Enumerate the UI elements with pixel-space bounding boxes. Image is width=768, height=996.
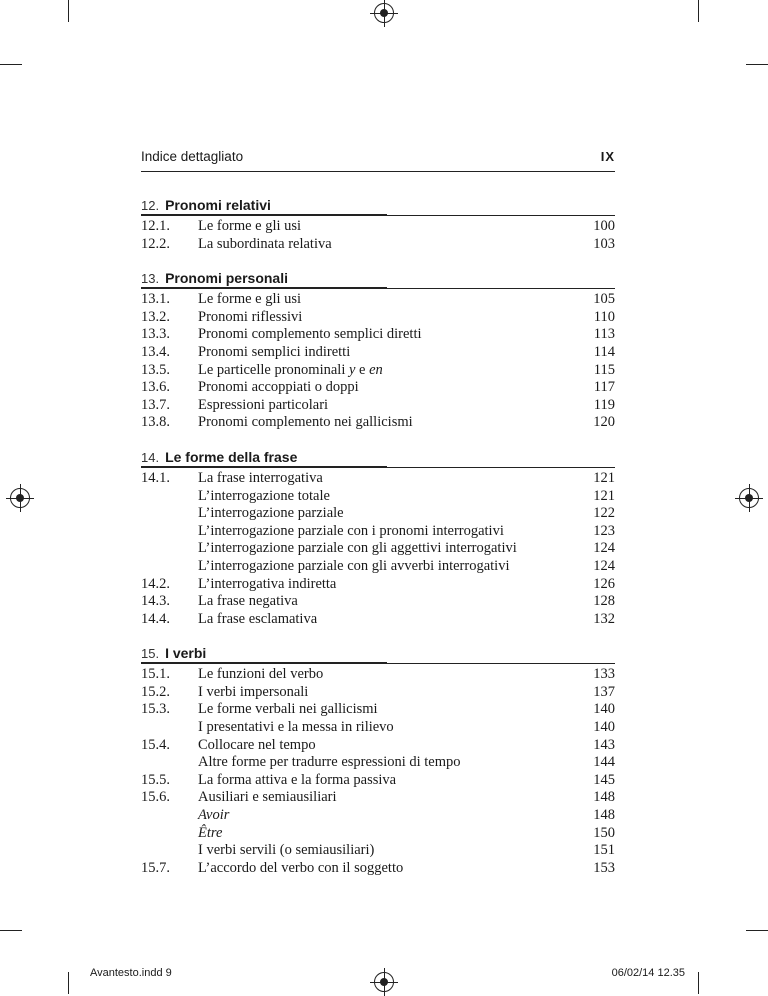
page-ref: 105 <box>593 291 615 308</box>
page-ref: 103 <box>593 235 615 252</box>
toc-entry[interactable] <box>141 344 615 362</box>
section-number: 15.7. <box>141 859 170 876</box>
toc-entry[interactable] <box>141 291 615 309</box>
entry-label <box>198 825 575 843</box>
registration-mark-icon <box>10 488 30 508</box>
crop-mark <box>746 64 768 65</box>
chapter-heading <box>141 449 387 467</box>
chapter-number: 13. <box>141 271 160 287</box>
page-ref: 124 <box>593 557 615 574</box>
entry-label: L’interrogazione parziale con gli aggettivi interrogativi <box>198 540 517 557</box>
page-ref: 132 <box>593 610 615 627</box>
toc-entry[interactable] <box>141 470 615 488</box>
toc-entry[interactable] <box>141 807 615 825</box>
toc-entry[interactable] <box>141 505 615 523</box>
page-ref: 122 <box>593 505 615 522</box>
page-ref: 151 <box>593 842 615 859</box>
header-rule <box>141 171 615 172</box>
toc-entry[interactable] <box>141 488 615 506</box>
page-ref: 148 <box>593 807 615 824</box>
entry-label: La frase negativa <box>198 593 298 610</box>
page-ref: 137 <box>593 683 615 700</box>
chapter-section <box>141 197 615 253</box>
toc-entry[interactable] <box>141 719 615 737</box>
chapter-number: 14. <box>141 449 160 465</box>
chapter-title: I verbi <box>165 645 207 662</box>
table-of-contents <box>141 197 615 894</box>
toc-entry[interactable] <box>141 754 615 772</box>
section-number: 15.4. <box>141 736 170 753</box>
chapter-number: 12. <box>141 198 160 213</box>
entry-label: L’interrogazione parziale con gli avverbi interrogativi <box>198 557 510 574</box>
section-number: 13.2. <box>141 308 170 325</box>
entry-label: Pronomi accoppiati o doppi <box>198 379 359 396</box>
entry-label: Pronomi complemento semplici diretti <box>198 326 422 343</box>
page-ref: 148 <box>593 789 615 806</box>
chapter-section <box>141 449 615 628</box>
toc-entry[interactable] <box>141 684 615 702</box>
entry-label-text: Le particelle pronominali <box>198 361 346 378</box>
section-number: 14.3. <box>141 593 170 610</box>
slug-date: 06/02/14 12.35 <box>611 967 685 979</box>
entry-label: I presentativi e la messa in rilievo <box>198 719 394 736</box>
entry-label: Pronomi complemento nei gallicismi <box>198 414 413 431</box>
toc-entry[interactable] <box>141 772 615 790</box>
page-ref: 143 <box>593 736 615 753</box>
entry-label: Le forme verbali nei gallicismi <box>198 701 378 718</box>
entry-label-italic: Avoir <box>198 807 230 824</box>
entry-label: La frase esclamativa <box>198 610 318 627</box>
toc-entry[interactable] <box>141 789 615 807</box>
section-number: 15.1. <box>141 666 170 683</box>
page-ref: 113 <box>593 326 615 343</box>
entry-label <box>198 807 575 825</box>
toc-entry[interactable] <box>141 860 615 878</box>
registration-mark-icon <box>374 3 394 23</box>
entry-label: L’interrogativa indiretta <box>198 575 337 592</box>
page-ref: 144 <box>593 754 615 771</box>
chapter-title: Le forme della frase <box>165 448 298 465</box>
crop-mark <box>68 972 69 994</box>
entry-label: L’interrogazione parziale <box>198 505 344 522</box>
page-ref: 114 <box>593 343 615 360</box>
entry-label <box>198 362 575 380</box>
chapter-number: 15. <box>141 646 160 662</box>
entry-label: L’interrogazione totale <box>198 487 330 504</box>
entry-label: L’accordo del verbo con il soggetto <box>198 859 404 876</box>
section-number: 12.2. <box>141 235 170 252</box>
slug-filename: Avantesto.indd 9 <box>90 967 172 979</box>
entry-label: Le funzioni del verbo <box>198 666 324 683</box>
entry-label-italic: y <box>348 361 356 378</box>
entry-label-text: e <box>359 361 366 378</box>
entry-label: La frase interrogativa <box>198 469 323 486</box>
toc-entry[interactable] <box>141 236 615 254</box>
entry-label: Pronomi semplici indiretti <box>198 343 351 360</box>
section-number: 14.1. <box>141 469 170 486</box>
toc-entry[interactable] <box>141 701 615 719</box>
chapter-section <box>141 270 615 432</box>
toc-entry[interactable] <box>141 593 615 611</box>
page-ref: 117 <box>593 379 615 396</box>
entry-label: Pronomi riflessivi <box>198 308 303 325</box>
page-ref: 119 <box>593 396 615 413</box>
entry-label: I verbi servili (o semiausiliari) <box>198 842 375 859</box>
section-number: 14.2. <box>141 575 170 592</box>
page-ref: 121 <box>593 487 615 504</box>
entry-label: L’interrogazione parziale con i pronomi interrogativi <box>198 522 504 539</box>
entry-label: La forma attiva e la forma passiva <box>198 771 397 788</box>
section-number: 14.4. <box>141 610 170 627</box>
toc-entry[interactable] <box>141 558 615 576</box>
toc-entry[interactable] <box>141 309 615 327</box>
toc-entry[interactable] <box>141 362 615 380</box>
entry-label: Le forme e gli usi <box>198 291 302 308</box>
page-ref: 124 <box>593 540 615 557</box>
crop-mark <box>0 64 22 65</box>
page-ref: 133 <box>593 666 615 683</box>
page-ref: 115 <box>593 361 615 378</box>
page-ref: 100 <box>593 218 615 234</box>
entry-list <box>141 663 615 877</box>
entry-label-italic: Être <box>198 824 223 841</box>
page-ref: 128 <box>593 593 615 610</box>
chapter-heading <box>141 197 387 215</box>
section-number: 15.6. <box>141 789 170 806</box>
crop-mark <box>0 930 22 931</box>
entry-label: Espressioni particolari <box>198 396 329 413</box>
section-number: 13.1. <box>141 291 170 308</box>
toc-entry[interactable] <box>141 379 615 397</box>
entry-list <box>141 215 615 253</box>
toc-entry[interactable] <box>141 523 615 541</box>
chapter-heading <box>141 645 387 663</box>
section-number: 13.3. <box>141 326 170 343</box>
section-number: 13.7. <box>141 396 170 413</box>
entry-label: Ausiliari e semiausiliari <box>198 789 337 806</box>
page-ref: 120 <box>593 414 615 431</box>
page-ref: 140 <box>593 701 615 718</box>
toc-entry[interactable] <box>141 611 615 629</box>
entry-list <box>141 467 615 628</box>
toc-entry[interactable] <box>141 666 615 684</box>
running-head <box>141 149 615 164</box>
page-ref: 126 <box>593 575 615 592</box>
toc-entry[interactable] <box>141 414 615 432</box>
page-ref: 121 <box>593 469 615 486</box>
page-number: IX <box>600 149 615 164</box>
section-number: 15.2. <box>141 683 170 700</box>
entry-label-italic: en <box>369 361 383 378</box>
entry-list <box>141 288 615 432</box>
entry-label: La subordinata relativa <box>198 235 332 252</box>
crop-mark <box>698 0 699 22</box>
toc-entry[interactable] <box>141 825 615 843</box>
toc-entry[interactable] <box>141 218 615 236</box>
crop-mark <box>698 972 699 994</box>
crop-mark <box>746 930 768 931</box>
page-ref: 150 <box>593 824 615 841</box>
section-number: 13.5. <box>141 361 170 378</box>
crop-mark <box>68 0 69 22</box>
entry-label: Altre forme per tradurre espressioni di tempo <box>198 754 461 771</box>
toc-entry[interactable] <box>141 397 615 415</box>
entry-label: Collocare nel tempo <box>198 736 316 753</box>
running-head-title: Indice dettagliato <box>141 149 244 164</box>
section-number: 12.1. <box>141 218 170 234</box>
toc-entry[interactable] <box>141 540 615 558</box>
section-number: 15.3. <box>141 701 170 718</box>
entry-label: Le forme e gli usi <box>198 218 302 234</box>
chapter-title: Pronomi personali <box>165 270 288 287</box>
section-number: 13.6. <box>141 379 170 396</box>
page-ref: 110 <box>593 308 615 325</box>
toc-entry[interactable] <box>141 737 615 755</box>
section-number: 15.5. <box>141 771 170 788</box>
page-ref: 145 <box>593 771 615 788</box>
entry-label: I verbi impersonali <box>198 683 309 700</box>
toc-entry[interactable] <box>141 326 615 344</box>
registration-mark-icon <box>739 488 759 508</box>
chapter-section <box>141 645 615 877</box>
section-number: 13.8. <box>141 414 170 431</box>
toc-entry[interactable] <box>141 842 615 860</box>
page-ref: 123 <box>593 522 615 539</box>
section-number: 13.4. <box>141 343 170 360</box>
page-ref: 153 <box>593 859 615 876</box>
chapter-title: Pronomi relativi <box>165 197 271 213</box>
registration-mark-icon <box>374 972 394 992</box>
chapter-heading <box>141 270 387 288</box>
toc-entry[interactable] <box>141 576 615 594</box>
page-ref: 140 <box>593 719 615 736</box>
